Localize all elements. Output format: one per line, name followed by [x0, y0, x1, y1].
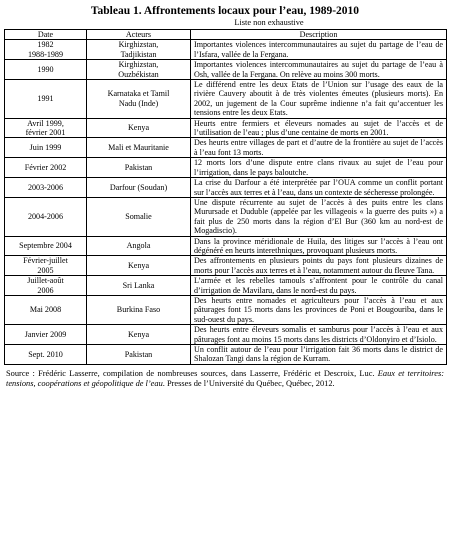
cell-date [5, 295, 87, 324]
cell-actors-line: Pakistan [124, 349, 153, 359]
source-prefix: Source : Frédéric Lasserre, compilation de nombreuses sources, dans Lasserre, Frédéric et Descroix, Luc. [6, 368, 378, 378]
cell-actors [87, 197, 191, 236]
cell-description: Heurts entre fermiers et éleveurs nomades au sujet de l’accès et de l’utilisation de l’eau ; plus d’une centaine de morts en 2001. [191, 118, 447, 138]
cell-description: L’armée et les rebelles tamouls s’affrontent pour le contrôle du canal d’irrigation de Mavilaru, dans le nord-est du pays. [191, 276, 447, 296]
cell-actors [87, 236, 191, 256]
cell-date-line: Septembre 2004 [19, 241, 72, 251]
cell-actors [87, 345, 191, 365]
cell-actors-line: Kenya [127, 261, 150, 271]
cell-actors [87, 138, 191, 158]
cell-actors [87, 158, 191, 178]
cell-description: Des heurts entre nomades et agriculteurs pour l’accès à l’eau et aux pâturages font 15 morts dans les provinces de Poni et Bougouriba, dans le sud-ouest du pays. [191, 295, 447, 324]
table-row [5, 295, 447, 324]
cell-actors [87, 295, 191, 324]
cell-description: Un conflit autour de l’eau pour l’irrigation fait 36 morts dans le district de Shalozan Tangi dans la région de Kurram. [191, 345, 447, 365]
header-date: Date [5, 30, 87, 40]
cell-description: Des heurts entre éleveurs somalis et samburus pour l’accès à l’eau et aux pâturages font au moins 15 morts dans les districts d’Oldonyiro et d’Isiolo. [191, 325, 447, 345]
cell-actors-line: Darfour (Soudan) [109, 182, 168, 192]
table-row [5, 138, 447, 158]
cell-date-line: Mai 2008 [29, 305, 62, 315]
cell-actors-line: Kirghizstan, [118, 60, 159, 70]
cell-actors-line: Somalie [125, 212, 152, 222]
cell-actors-line: Kenya [127, 123, 150, 133]
cell-date [5, 256, 87, 276]
table-row [5, 345, 447, 365]
table-row [5, 118, 447, 138]
cell-description: Le différend entre les deux Etats de l’Union sur l’usage des eaux de la rivière Cauvery aboutit à de très violentes émeutes (plusieurs morts). En 2002, un jugement de la Cour suprême indienne n’a fait qu’accentuer les tensions entre les deux Etats. [191, 80, 447, 119]
cell-description: Importantes violences intercommunautaires au sujet du partage de l’eau à Osh, vallée de la Fergana. On relève au moins 300 morts. [191, 60, 447, 80]
table-row [5, 80, 447, 119]
cell-date [5, 158, 87, 178]
cell-actors-line: Karnataka et Tamil [107, 89, 170, 99]
cell-description: Des affrontements en plusieurs points du pays font plusieurs dizaines de morts pour l’accès aux terres et à l’eau, notamment autour du fleuve Tana. [191, 256, 447, 276]
cell-date-line: février 2001 [25, 128, 66, 138]
cell-actors [87, 325, 191, 345]
table-row [5, 325, 447, 345]
cell-actors [87, 276, 191, 296]
cell-date [5, 325, 87, 345]
cell-date-line: Février 2002 [24, 162, 67, 172]
table-row [5, 178, 447, 198]
cell-date [5, 40, 87, 60]
source-book-title: Eaux et territoires: tensions, coopérations et géopolitique de l’eau [6, 368, 444, 389]
cell-actors [87, 40, 191, 60]
cell-actors [87, 60, 191, 80]
cell-date-line: 2004-2006 [27, 212, 64, 222]
cell-date [5, 345, 87, 365]
source-note [4, 369, 446, 390]
source-suffix: . Presses de l’Université du Québec, Québec, 2012. [162, 379, 335, 389]
cell-description: Dans la province méridionale de Huila, des litiges sur l’accès à l’eau ont dégénéré en heurts interethniques, provoquant plusieurs morts. [191, 236, 447, 256]
cell-date [5, 236, 87, 256]
cell-date-line: Janvier 2009 [24, 329, 67, 339]
table-row [5, 236, 447, 256]
cell-actors [87, 80, 191, 119]
table-row [5, 197, 447, 236]
table-row [5, 276, 447, 296]
table-row [5, 40, 447, 60]
cell-date-line: 2003-2006 [27, 182, 64, 192]
cell-date-line: 2006 [37, 285, 54, 295]
cell-date [5, 138, 87, 158]
cell-actors-line: Angola [126, 241, 151, 251]
cell-actors [87, 178, 191, 198]
cell-date-line: Sept. 2010 [28, 349, 63, 359]
cell-description: Importantes violences intercommunautaires au sujet du partage de l’eau de l’Isfara, vallée de la Fergana. [191, 40, 447, 60]
table-subtitle: Liste non exhaustive [234, 18, 304, 27]
table-header-row [5, 30, 447, 40]
cell-actors-line: Mali et Mauritanie [108, 143, 169, 153]
header-actors: Acteurs [87, 30, 191, 40]
cell-date-line: Avril 1999, [27, 118, 64, 128]
cell-actors-line: Nadu (Inde) [118, 98, 159, 108]
cell-actors [87, 256, 191, 276]
cell-date-line: Juin 1999 [29, 143, 62, 153]
header-description: Description [191, 30, 447, 40]
table-title: Tableau 1. Affrontements locaux pour l’eau, 1989-2010 [90, 5, 360, 17]
cell-description: Une dispute récurrente au sujet de l’accès à des puits entre les clans Murursade et Duduble (appelée par les villageois « la guerre des puits ») a fait plus de 250 morts dans la région d’El Bur (360 km au nord-est de Mogadiscio). [191, 197, 447, 236]
cell-actors-line: Burkina Faso [116, 305, 161, 315]
cell-date [5, 197, 87, 236]
cell-actors [87, 118, 191, 138]
cell-date-line: 1988-1989 [27, 49, 64, 59]
table-row [5, 158, 447, 178]
cell-actors-line: Kenya [127, 329, 150, 339]
table-body [5, 40, 447, 364]
cell-description: La crise du Darfour a été interprétée par l’OUA comme un conflit portant sur l’accès aux terres et à l’eau, dans un contexte de sécheresse prolongée. [191, 178, 447, 198]
table-row [5, 60, 447, 80]
cell-description: Des heurts entre villages de part et d’autre de la frontière au sujet de l’accès à l’eau font 13 morts. [191, 138, 447, 158]
cell-date [5, 276, 87, 296]
table-row [5, 256, 447, 276]
cell-date-line: 1982 [37, 40, 54, 50]
cell-actors-line: Pakistan [124, 162, 153, 172]
cell-actors-line: Sri Lanka [122, 280, 155, 290]
cell-date-line: Février-juillet [23, 256, 68, 266]
cell-actors-line: Tadjikistan [120, 49, 157, 59]
cell-actors-line: Kirghizstan, [118, 40, 159, 50]
cell-date-line: 1991 [37, 94, 54, 104]
cell-actors-line: Ouzbékistan [118, 69, 159, 79]
cell-date [5, 118, 87, 138]
cell-date [5, 178, 87, 198]
conflicts-table [4, 29, 447, 365]
cell-description: 12 morts lors d’une dispute entre clans rivaux au sujet de l’eau pour l’irrigation, dans le pays baloutche. [191, 158, 447, 178]
cell-date-line: 2005 [37, 265, 54, 275]
cell-date-line: Juillet-août [27, 276, 64, 286]
cell-date-line: 1990 [37, 64, 54, 74]
cell-date [5, 80, 87, 119]
cell-date [5, 60, 87, 80]
